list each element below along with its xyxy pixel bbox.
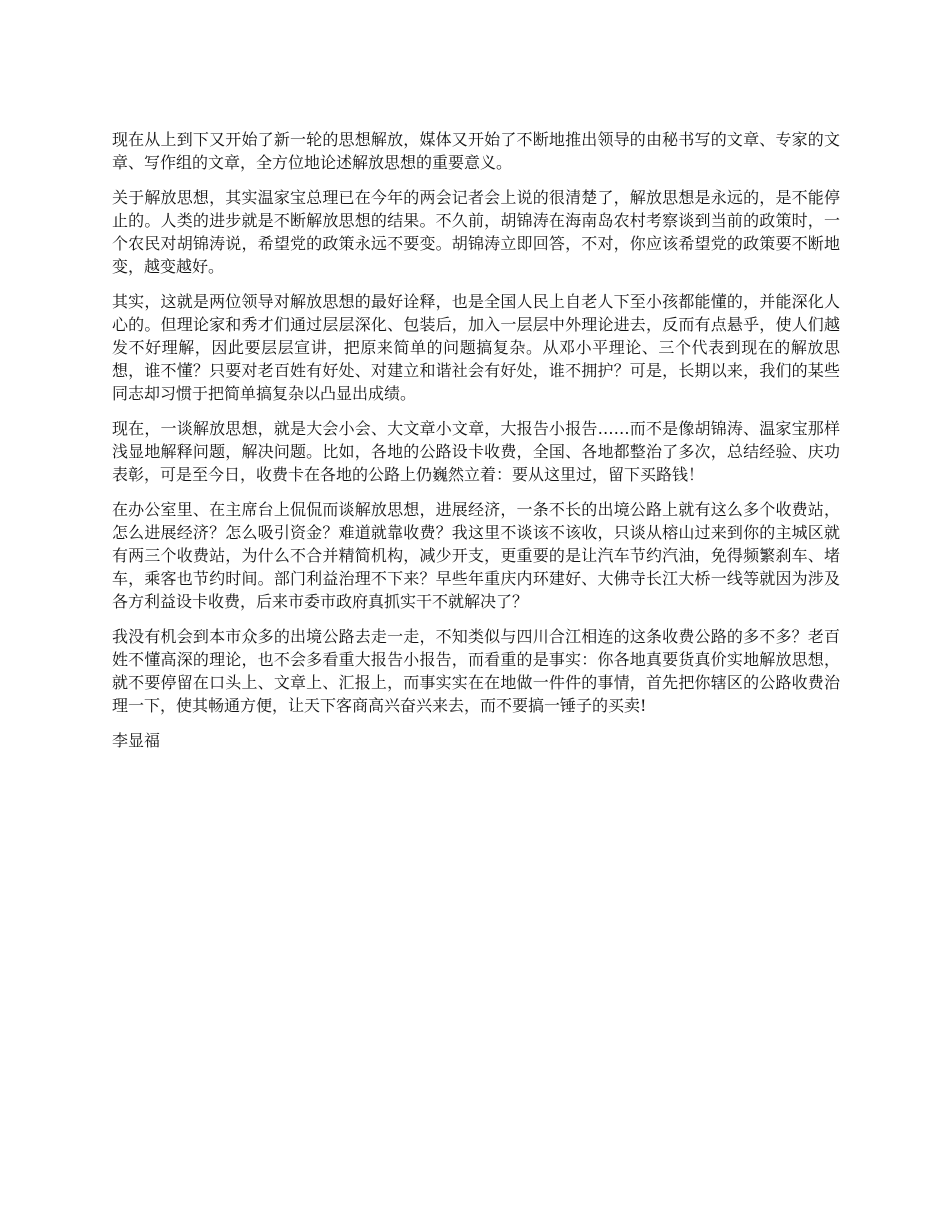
paragraph-4: 现在，一谈解放思想，就是大会小会、大文章小文章，大报告小报告……而不是像胡锦涛、温家宝那样浅显地解释问题，解决问题。比如，各地的公路设卡收费，全国、各地都整治了多次，总结经验、庆功表彰，可是至今日，收费卡在各地的公路上仍巍然立着：要从这里过，留下买路钱！ bbox=[112, 419, 840, 484]
paragraph-3: 其实，这就是两位领导对解放思想的最好诠释，也是全国人民上自老人下至小孩都能懂的，并能深化人心的。但理论家和秀才们通过层层深化、包装后，加入一层层中外理论进去，反而有点悬乎，使人们越发不好理解，因此要层层宣讲，把原来简单的问题搞复杂。从邓小平理论、三个代表到现在的解放思想，谁不懂？只要对老百姓有好处、对建立和谐社会有好处，谁不拥护？可是，长期以来，我们的某些同志却习惯于把简单搞复杂以凸显出成绩。 bbox=[112, 292, 840, 403]
author-signature: 李显福 bbox=[112, 731, 161, 750]
paragraph-6: 我没有机会到本市众多的出境公路去走一走，不知类似与四川合江相连的这条收费公路的多不多？老百姓不懂高深的理论，也不会多看重大报告小报告，而看重的是事实：你各地真要货真价实地解放思想，就不要停留在口头上、文章上、汇报上，而事实实在在地做一件件的事情，首先把你辖区的公路收费治理一下，使其畅通方便，让天下客商高兴奋兴来去，而不要搞一锤子的买卖! bbox=[112, 627, 840, 715]
paragraph-1: 现在从上到下又开始了新一轮的思想解放，媒体又开始了不断地推出领导的由秘书写的文章、专家的文章、写作组的文章，全方位地论述解放思想的重要意义。 bbox=[112, 130, 840, 172]
paragraph-2: 关于解放思想，其实温家宝总理已在今年的两会记者会上说的很清楚了，解放思想是永远的，是不能停止的。人类的进步就是不断解放思想的结果。不久前，胡锦涛在海南岛农村考察谈到当前的政策时，一个农民对胡锦涛说，希望党的政策永远不要变。胡锦涛立即回答，不对，你应该希望党的政策要不断地变，越变越好。 bbox=[112, 188, 840, 276]
paragraph-5: 在办公室里、在主席台上侃侃而谈解放思想，进展经济，一条不长的出境公路上就有这么多个收费站，怎么进展经济？怎么吸引资金？难道就靠收费？我这里不谈该不该收，只谈从榕山过来到你的主城区就有两三个收费站，为什么不合并精简机构，减少开支，更重要的是让汽车节约汽油，免得频繁刹车、堵车，乘客也节约时间。部门利益治理不下来？早些年重庆内环建好、大佛寺长江大桥一线等就因为涉及各方利益设卡收费，后来市委市政府真抓实干不就解决了？ bbox=[112, 500, 840, 611]
document-body bbox=[112, 128, 840, 752]
